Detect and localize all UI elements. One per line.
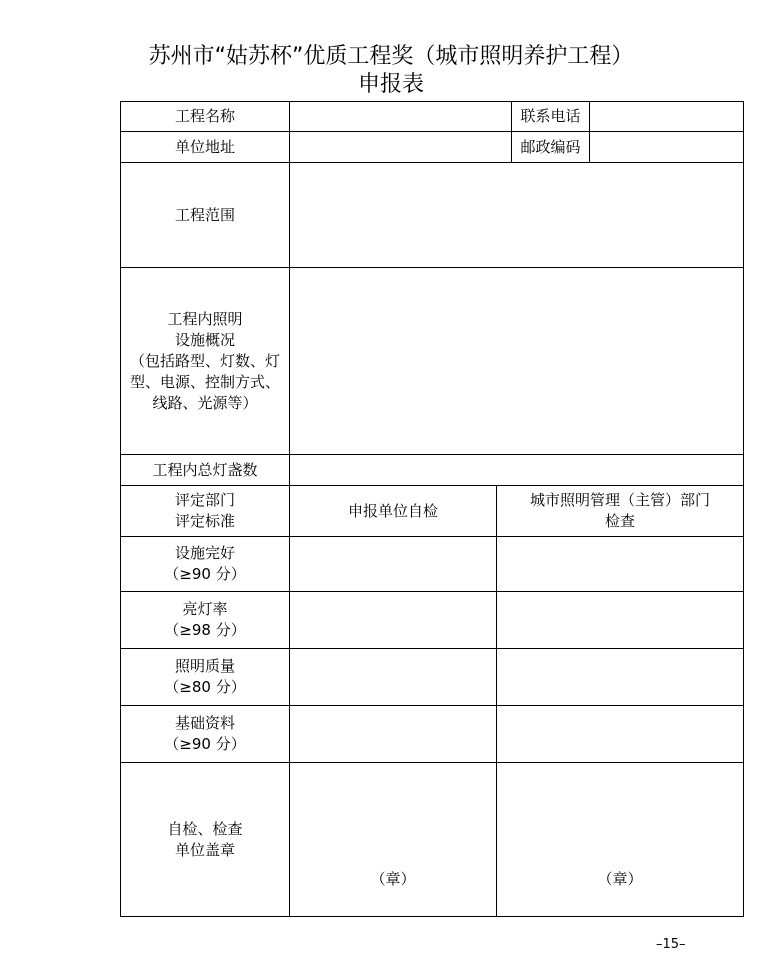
postal-code-field[interactable]: [590, 132, 744, 163]
authority-seal-cell[interactable]: [497, 763, 744, 917]
self-seal-cell[interactable]: [290, 763, 497, 917]
criterion-facilities-intact: 设施完好 （≥90 分）: [121, 537, 290, 592]
project-scope-label: 工程范围: [121, 163, 290, 268]
total-lamps-label: 工程内总灯盏数: [121, 455, 290, 486]
project-name-label: 工程名称: [121, 102, 290, 132]
evaluation-corner-header: [121, 486, 290, 537]
evaluation-row: [121, 706, 744, 763]
page-number: –15–: [656, 937, 686, 952]
seal-label: 自检、检查 单位盖章: [121, 763, 290, 917]
criterion-lighting-quality: 照明质量 （≥80 分）: [121, 649, 290, 706]
header-dept: 评定部门: [174, 491, 235, 509]
facilities-field[interactable]: [290, 268, 744, 455]
row-total-lamps: [121, 455, 744, 486]
row-project-scope: [121, 163, 744, 268]
authority-check-facilities-field[interactable]: [497, 537, 744, 592]
self-seal-mark: （章）: [370, 870, 416, 888]
self-check-basic-documents-field[interactable]: [290, 706, 497, 763]
self-check-facilities-field[interactable]: [290, 537, 497, 592]
self-check-lighting-rate-field[interactable]: [290, 592, 497, 649]
header-authority-check: 城市照明管理（主管）部门 检查: [497, 486, 744, 537]
criterion-lighting-rate: 亮灯率 （≥98 分）: [121, 592, 290, 649]
header-standard: 评定标准: [174, 512, 235, 530]
authority-check-lighting-quality-field[interactable]: [497, 649, 744, 706]
row-facilities: [121, 268, 744, 455]
contact-phone-field[interactable]: [590, 102, 744, 132]
facilities-label: 工程内照明 设施概况 （包括路型、灯数、灯型、电源、控制方式、线路、光源等）: [121, 268, 290, 455]
form-subtitle: 申报表: [357, 72, 424, 97]
evaluation-row: [121, 537, 744, 592]
unit-address-label: 单位地址: [121, 132, 290, 163]
project-scope-field[interactable]: [290, 163, 744, 268]
total-lamps-field[interactable]: [290, 455, 744, 486]
criterion-basic-documents: 基础资料 （≥90 分）: [121, 706, 290, 763]
self-check-lighting-quality-field[interactable]: [290, 649, 497, 706]
row-unit-address: [121, 132, 744, 163]
postal-code-label: 邮政编码: [512, 132, 590, 163]
contact-phone-label: 联系电话: [512, 102, 590, 132]
authority-check-lighting-rate-field[interactable]: [497, 592, 744, 649]
seal-row: [121, 763, 744, 917]
project-name-field[interactable]: [290, 102, 512, 132]
authority-seal-mark: （章）: [597, 870, 643, 888]
header-self-check: 申报单位自检: [290, 486, 497, 537]
row-project-name: [121, 102, 744, 132]
evaluation-row: [121, 649, 744, 706]
evaluation-header-row: [121, 486, 744, 537]
application-form-table: [120, 101, 744, 917]
authority-check-basic-documents-field[interactable]: [497, 706, 744, 763]
unit-address-field[interactable]: [290, 132, 512, 163]
form-title: 苏州市“姑苏杯”优质工程奖（城市照明养护工程）: [148, 44, 634, 69]
evaluation-row: [121, 592, 744, 649]
